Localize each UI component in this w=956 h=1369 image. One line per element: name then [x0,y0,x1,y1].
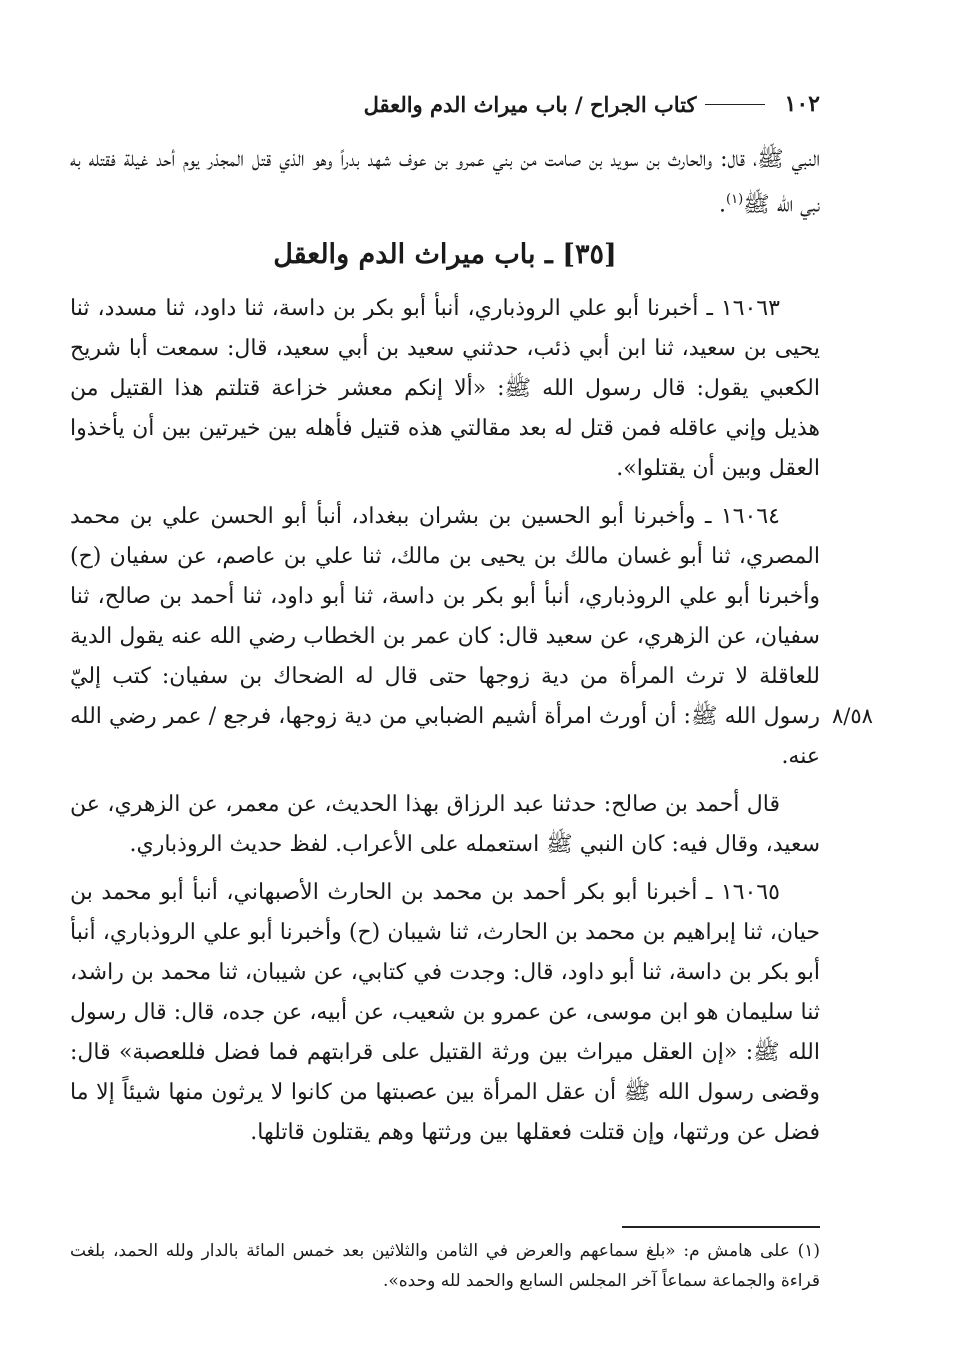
page-header [70,88,820,120]
footnotes [70,1236,820,1296]
section-title: [٣٥] ـ باب ميراث الدم والعقل [273,239,617,271]
comment-paragraph: قال أحمد بن صالح: حدثنا عبد الرزاق بهذا الحديث، عن معمر، عن الزهري، عن سعيد، وقال فيه: كان النبي ﷺ استعمله على الأعراب. لفظ حديث الروذباري. [70,792,820,858]
page-body [70,140,820,1161]
hadith-paragraph: ١٦٠٦٥ ـ أخبرنا أبو بكر أحمد بن محمد بن الحارث الأصبهاني، أنبأ أبو محمد بن حيان، ثنا إبراهيم بن محمد بن الحارث، ثنا شيبان (ح) وأخبرنا أبو علي الروذباري، أنبأ أبو بكر بن داسة، ثنا أبو داود، قال: وجدت في كتابي، عن شيبان، ثنا محمد بن راشد، ثنا سليمان هو ابن موسى، عن عمرو بن شعيب، عن أبيه، عن جده، قال: قال رسول الله ﷺ: «إن العقل ميراث بين ورثة القتيل على قرابتهم فما فضل فللعصبة» قال: وقضى رسول الله ﷺ أن عقل المرأة بين عصبتها من كانوا لا يرثون منها شيئاً إلا ما فضل عن ورثتها، وإن قتلت فعقلها بين ورثتها وهم يقتلون قاتلها. [70,880,820,1146]
hadith-paragraph: ١٦٠٦٤ ـ وأخبرنا أبو الحسين بن بشران ببغداد، أنبأ أبو الحسن علي بن محمد المصري، ثنا أبو غسان مالك بن يحيى بن مالك، ثنا علي بن عاصم، عن سفيان (ح) وأخبرنا أبو علي الروذباري، أنبأ أبو بكر بن داسة، ثنا أبو داود، ثنا أحمد بن صالح، ثنا سفيان، عن الزهري، عن سعيد قال: كان عمر بن الخطاب رضي الله عنه يقول الدية للعاقلة لا ترث المرأة من دية زوجها حتى قال له الضحاك بن سفيان: كتب إليّ رسول الله ﷺ: أن أورث امرأة أشيم الضبابي من دية زوجها، فرجع / عمر رضي الله عنه. [70,504,820,770]
header-rule [705,104,765,105]
footnote-1: (١) على هامش م: «بلغ سماعهم والعرض في الثامن والثلاثين بعد خمس المائة بالدار ولله الحمد، بلغت قراءة والجماعة سماعاً آخر المجلس السابع والحمد لله وحده». [70,1241,820,1291]
footnote-separator [622,1226,820,1228]
hadith-paragraph: ١٦٠٦٣ ـ أخبرنا أبو علي الروذباري، أنبأ أبو بكر بن داسة، ثنا داود، ثنا مسدد، ثنا يحيى بن سعيد، ثنا ابن أبي ذئب، حدثني سعيد بن أبي سعيد، قال: سمعت أبا شريح الكعبي يقول: قال رسول الله ﷺ: «ألا إنكم معشر خزاعة قتلتم هذا القتيل من هذيل وإني عاقله فمن قتل له بعد مقالتي هذه قتيل فأهله بين خيرتين بين أن يأخذوا العقل وبين أن يقتلوا». [70,296,820,482]
margin-volume-reference: ٨/٥٨ [832,704,873,728]
footnote-ref: (١) [726,192,744,207]
page-number: ١٠٢ [784,91,820,117]
running-title: كتاب الجراح / باب ميراث الدم والعقل [363,91,697,117]
continuation-paragraph: النبي ﷺ، قال: والحارث بن سويد بن صامت من بني عمرو بن عوف شهد بدراً وهو الذي قتل المجذر يوم أحد غيلة فقتله به نبي الله ﷺ$^{(١)}$. [70,147,821,218]
continuation-text: النبي ﷺ، قال: والحارث بن سويد بن صامت من بني عمرو بن عوف شهد بدراً وهو الذي قتل المجذر يوم أحد غيلة فقتله به نبي الله ﷺ [70,147,821,218]
